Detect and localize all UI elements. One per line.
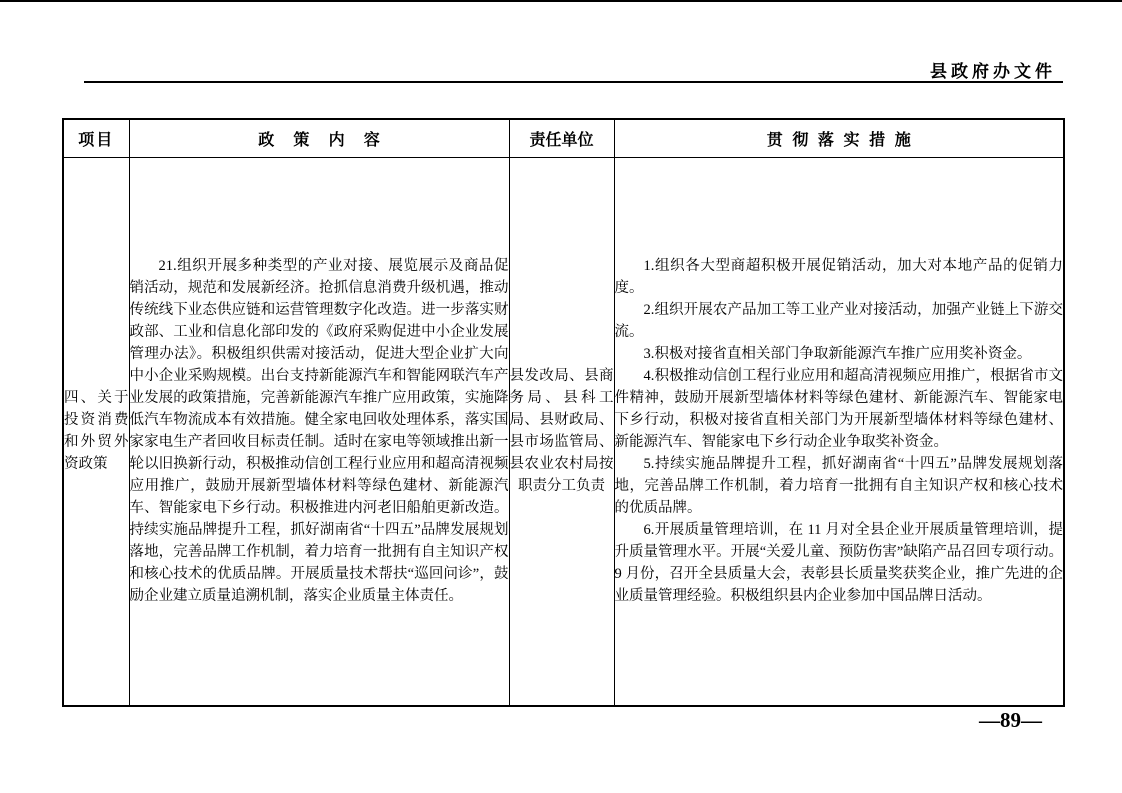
measure-item-3: 3.积极对接省直相关部门争取新能源汽车推广应用奖补资金。 bbox=[643, 346, 1032, 363]
policy-content-paragraph: 21.组织开展多种类型的产业对接、展览展示及商品促销活动，规范和发展新经济。抢抓信息消费升级机遇，推动传统线下业态供应链和运营管理数字化改造。进一步落实财政部、工业和信息化部印发的《政府采购促进中小企业发展管理办法》。积极组织供需对接活动，促进大型企业扩大向中小企业采购规模。出台支持新能源汽车和智能网联汽车产业发展的政策措施，完善新能源汽车推广应用政策，实施降低汽车物流成本有效措施。健全家电回收处理体系，落实国家家电生产者回收目标责任制。适时在家电等领域推出新一轮以旧换新行动，积极推动信创工程行业应用和超高清视频应用推广，鼓励开展新型墙体材料等绿色建材、新能源汽车、智能家电下乡行动。积极推进内河老旧船舶更新改造。持续实施品牌提升工程，抓好湖南省“十四五”品牌发展规划落地，完善品牌工作机制，着力培育一批拥有自主知识产权和核心技术的优质品牌。开展质量技术帮扶“巡回问诊”，鼓励企业建立质量追溯机制，落实企业质量主体责任。 bbox=[129, 258, 509, 605]
responsible-unit-label: 县发改局、县商务局、县科工局、县财政局、县市场监管局、县农业农村局按职责分工负责 bbox=[509, 368, 614, 495]
col-header-project: 项目 bbox=[63, 119, 129, 157]
col-header-implementation-measures: 贯彻落实措施 bbox=[614, 119, 1064, 157]
measure-item-4: 4.积极推动信创工程行业应用和超高清视频应用推广，根据省市文件精神，鼓励开展新型墙体材料等绿色建材、新能源汽车、智能家电下乡行动，积极对接省直相关部门为开展新型墙体材料等绿色建材、新能源汽车、智能家电下乡行动企业争取奖补资金。 bbox=[614, 368, 1063, 451]
measure-item-2: 2.组织开展农产品加工等工业产业对接活动，加强产业链上下游交流。 bbox=[614, 302, 1063, 341]
project-label: 四、关于投资消费和外贸外资政策 bbox=[64, 390, 129, 473]
project-cell bbox=[63, 157, 129, 706]
page-number: —89— bbox=[979, 708, 1042, 732]
measure-item-5: 5.持续实施品牌提升工程，抓好湖南省“十四五”品牌发展规划落地，完善品牌工作机制，着力培育一批拥有自主知识产权和核心技术的优质品牌。 bbox=[614, 456, 1063, 517]
table-row bbox=[63, 157, 1064, 706]
scan-top-edge bbox=[0, 0, 1122, 2]
doc-header-title: 县政府办文件 bbox=[930, 62, 1056, 81]
col-header-responsible-unit: 责任单位 bbox=[509, 119, 614, 157]
policy-table bbox=[62, 118, 1065, 707]
table-header-row bbox=[63, 119, 1064, 157]
col-header-policy-content: 政策内容 bbox=[129, 119, 509, 157]
header-rule bbox=[84, 81, 1063, 83]
measure-item-6: 6.开展质量管理培训，在 11 月对全县企业开展质量管理培训，提升质量管理水平。开展“关爱儿童、预防伤害”缺陷产品召回专项行动。9 月份，召开全县质量大会，表彰县长质量奖获奖企业，推广先进的企业质量管理经验。积极组织县内企业参加中国品牌日活动。 bbox=[614, 522, 1063, 605]
responsible-unit-cell bbox=[509, 157, 614, 706]
measure-item-1: 1.组织各大型商超积极开展促销活动，加大对本地产品的促销力度。 bbox=[614, 258, 1063, 297]
measures-cell bbox=[614, 157, 1064, 706]
policy-content-cell bbox=[129, 157, 509, 706]
